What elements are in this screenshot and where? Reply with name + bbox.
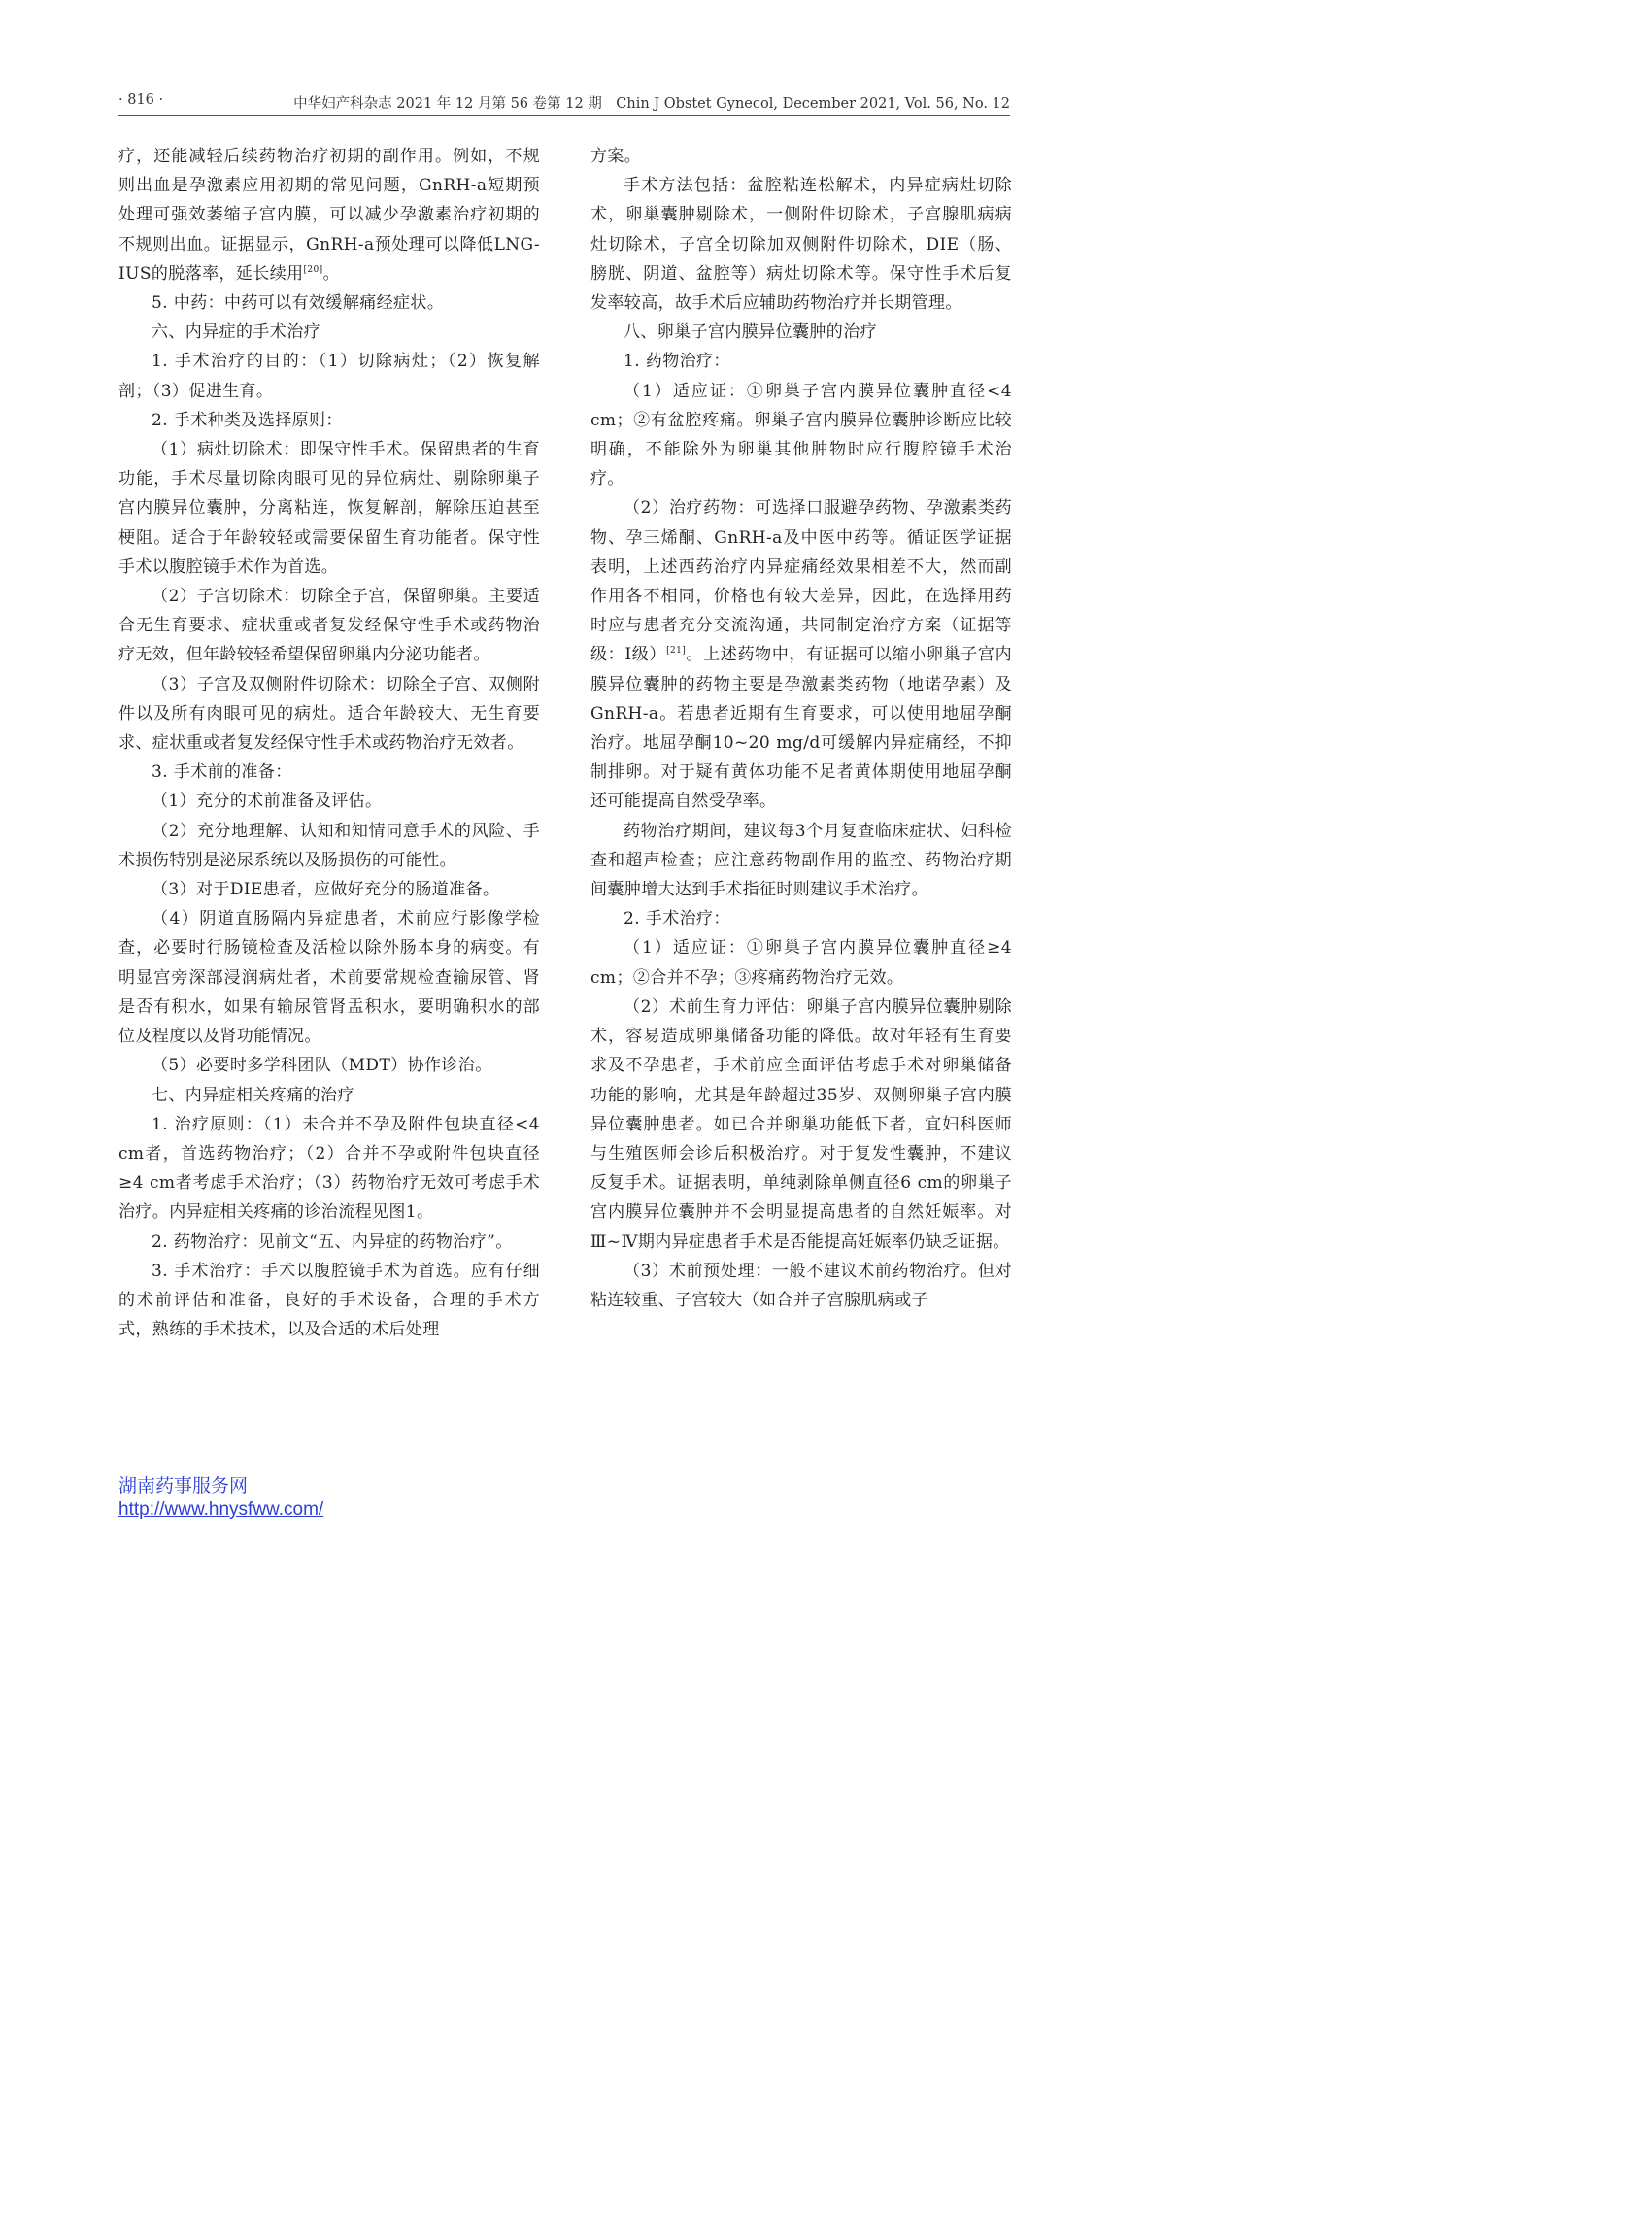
left-text-column	[118, 142, 540, 1344]
paragraph-text: （1）充分的术前准备及评估。	[152, 792, 383, 812]
paragraph-text: （1）适应证：①卵巢子宫内膜异位囊肿直径≥4 cm；②合并不孕；③疼痛药物治疗无效。	[590, 938, 1012, 988]
paragraph-text: （1）适应证：①卵巢子宫内膜异位囊肿直径<4 cm；②有盆腔疼痛。卵巢子宫内膜异位囊肿诊断应比较明确，不能除外为卵巢其他肿物时应行腹腔镜手术治疗。	[590, 381, 1012, 489]
paragraph	[590, 318, 1012, 347]
paragraph-text: （1）病灶切除术：即保守性手术。保留患者的生育功能，手术尽量切除肉眼可见的异位病灶、剔除卵巢子宫内膜异位囊肿，分离粘连，恢复解剖，解除压迫甚至梗阻。适合于年龄较轻或需要保留生育功能者。保守性手术以腹腔镜手术作为首选。	[118, 440, 540, 577]
paragraph-text: 八、卵巢子宫内膜异位囊肿的治疗	[624, 322, 877, 343]
running-header	[118, 89, 1010, 116]
right-text-column	[590, 142, 1012, 1315]
journal-citation: 中华妇产科杂志 2021 年 12 月第 56 卷第 12 期 Chin J Obstet Gynecol, December 2021, Vol. 56, No. 12	[293, 96, 1010, 112]
paragraph-text: （3）术前预处理：一般不建议术前药物治疗。但对粘连较重、子宫较大（如合并子宫腺肌病或子	[590, 1261, 1012, 1310]
paragraph-text: 疗，还能减轻后续药物治疗初期的副作用。例如，不规则出血是孕激素应用初期的常见问题，GnRH-a短期预处理可强效萎缩子宫内膜，可以减少孕激素治疗初期的不规则出血。证据显示，GnRH-a预处理可以降低LNG-IUS的脱落率，延长续用	[118, 147, 540, 284]
paragraph	[118, 435, 540, 582]
paragraph	[118, 1257, 540, 1345]
paragraph-text: 六、内异症的手术治疗	[152, 322, 320, 343]
paragraph	[118, 406, 540, 435]
paragraph-text: 1. 治疗原则：（1）未合并不孕及附件包块直径<4 cm者，首选药物治疗；（2）合并不孕或附件包块直径≥4 cm者考虑手术治疗；（3）药物治疗无效可考虑手术治疗。内异症相关疼痛的诊治流程见图1。	[118, 1114, 540, 1223]
paragraph	[118, 758, 540, 787]
paragraph	[118, 904, 540, 1051]
paragraph-text: （3）对于DIE患者，应做好充分的肠道准备。	[152, 880, 500, 900]
paragraph	[118, 142, 540, 288]
paragraph	[118, 670, 540, 759]
paragraph	[590, 142, 1012, 171]
paragraph-text: 方案。	[590, 147, 642, 166]
paragraph	[118, 1110, 540, 1228]
paragraph-text: 药物治疗期间，建议每3个月复查临床症状、妇科检查和超声检查；应注意药物副作用的监控、药物治疗期间囊肿增大达到手术指征时则建议手术治疗。	[590, 821, 1012, 900]
paragraph-text: 1. 手术治疗的目的：（1）切除病灶；（2）恢复解剖；（3）促进生育。	[118, 352, 540, 401]
paragraph	[590, 493, 1012, 816]
paragraph-text: 2. 药物治疗：见前文“五、内异症的药物治疗”。	[152, 1231, 513, 1252]
paragraph-text: 3. 手术治疗：手术以腹腔镜手术为首选。应有仔细的术前评估和准备，良好的手术设备，合理的手术方式，熟练的手术技术，以及合适的术后处理	[118, 1261, 540, 1340]
citation-reference[interactable]: [21]	[666, 646, 687, 657]
paragraph-text: （2）术前生育力评估：卵巢子宫内膜异位囊肿剔除术，容易造成卵巢储备功能的降低。故对年轻有生育要求及不孕患者，手术前应全面评估考虑手术对卵巢储备功能的影响，尤其是年龄超过35岁、双侧卵巢子宫内膜异位囊肿患者。如已合并卵巢功能低下者，宜妇科医师与生殖医师会诊后积极治疗。对于复发性囊肿，不建议反复手术。证据表明，单纯剥除单侧直径6 cm的卵巢子宫内膜异位囊肿并不会明显提高患者的自然妊娠率。对Ⅲ~Ⅳ期内异症患者手术是否能提高妊娠率仍缺乏证据。	[590, 996, 1012, 1252]
paragraph	[590, 933, 1012, 992]
page-number: · 816 ·	[118, 92, 164, 108]
paragraph	[118, 347, 540, 405]
paragraph	[590, 817, 1012, 905]
paragraph	[118, 288, 540, 318]
paragraph-text: 2. 手术治疗：	[624, 909, 730, 929]
paragraph-text-tail: 。	[322, 263, 340, 284]
paragraph	[590, 171, 1012, 318]
paragraph	[118, 1081, 540, 1110]
paragraph	[118, 787, 540, 816]
paragraph-text-tail: 。上述药物中，有证据可以缩小卵巢子宫内膜异位囊肿的药物主要是孕激素类药物（地诺孕素）及GnRH-a。若患者近期有生育要求，可以使用地屈孕酮治疗。地屈孕酮10~20 mg/d可缓解内异症痛经，不抑制排卵。对于疑有黄体功能不足者黄体期使用地屈孕酮还可能提高自然受孕率。	[590, 645, 1012, 812]
paragraph-text: 七、内异症相关疼痛的治疗	[152, 1085, 354, 1105]
citation-reference[interactable]: [20]	[303, 264, 323, 275]
paragraph-text: （2）治疗药物：可选择口服避孕药物、孕激素类药物、孕三烯酮、GnRH-a及中医中药等。循证医学证据表明，上述西药治疗内异症痛经效果相差不大，然而副作用各不相同，价格也有较大差异，因此，在选择用药时应与患者充分交流沟通，共同制定治疗方案（证据等级：Ⅰ级）	[590, 498, 1012, 665]
paragraph	[590, 347, 1012, 376]
paragraph-text: 3. 手术前的准备：	[152, 762, 292, 783]
watermark	[118, 1475, 323, 1522]
paragraph-text: 2. 手术种类及选择原则：	[152, 410, 343, 430]
paragraph-text: （2）充分地理解、认知和知情同意手术的风险、手术损伤特别是泌尿系统以及肠损伤的可能性。	[118, 821, 540, 870]
paragraph	[118, 875, 540, 904]
paragraph	[118, 817, 540, 875]
paragraph	[118, 1228, 540, 1257]
watermark-site-name: 湖南药事服务网	[118, 1476, 249, 1497]
paragraph	[118, 582, 540, 670]
paragraph-text: （4）阴道直肠隔内异症患者，术前应行影像学检查，必要时行肠镜检查及活检以除外肠本身的病变。有明显宫旁深部浸润病灶者，术前要常规检查输尿管、肾是否有积水，如果有输尿管肾盂积水，要明确积水的部位及程度以及肾功能情况。	[118, 909, 540, 1047]
paragraph	[590, 1257, 1012, 1315]
paragraph-text: 1. 药物治疗：	[624, 352, 730, 372]
paragraph-text: （3）子宫及双侧附件切除术：切除全子宫、双侧附件以及所有肉眼可见的病灶。适合年龄较大、无生育要求、症状重或者复发经保守性手术或药物治疗无效者。	[118, 674, 540, 754]
paragraph-text: 手术方法包括：盆腔粘连松解术，内异症病灶切除术，卵巢囊肿剔除术，一侧附件切除术，子宫腺肌病病灶切除术，子宫全切除加双侧附件切除术，DIE（肠、膀胱、阴道、盆腔等）病灶切除术等。保守性手术后复发率较高，故手术后应辅助药物治疗并长期管理。	[590, 176, 1012, 314]
paragraph	[590, 904, 1012, 933]
paragraph-text: （2）子宫切除术：切除全子宫，保留卵巢。主要适合无生育要求、症状重或者复发经保守性手术或药物治疗无效，但年龄较轻希望保留卵巢内分泌功能者。	[118, 587, 540, 665]
paragraph-text: 5. 中药：中药可以有效缓解痛经症状。	[152, 293, 445, 314]
paragraph-text: （5）必要时多学科团队（MDT）协作诊治。	[152, 1056, 492, 1076]
paragraph	[118, 318, 540, 347]
watermark-link[interactable]: http://www.hnysfww.com/	[118, 1500, 324, 1520]
paragraph	[590, 377, 1012, 494]
paragraph	[590, 993, 1012, 1257]
paragraph	[118, 1051, 540, 1080]
